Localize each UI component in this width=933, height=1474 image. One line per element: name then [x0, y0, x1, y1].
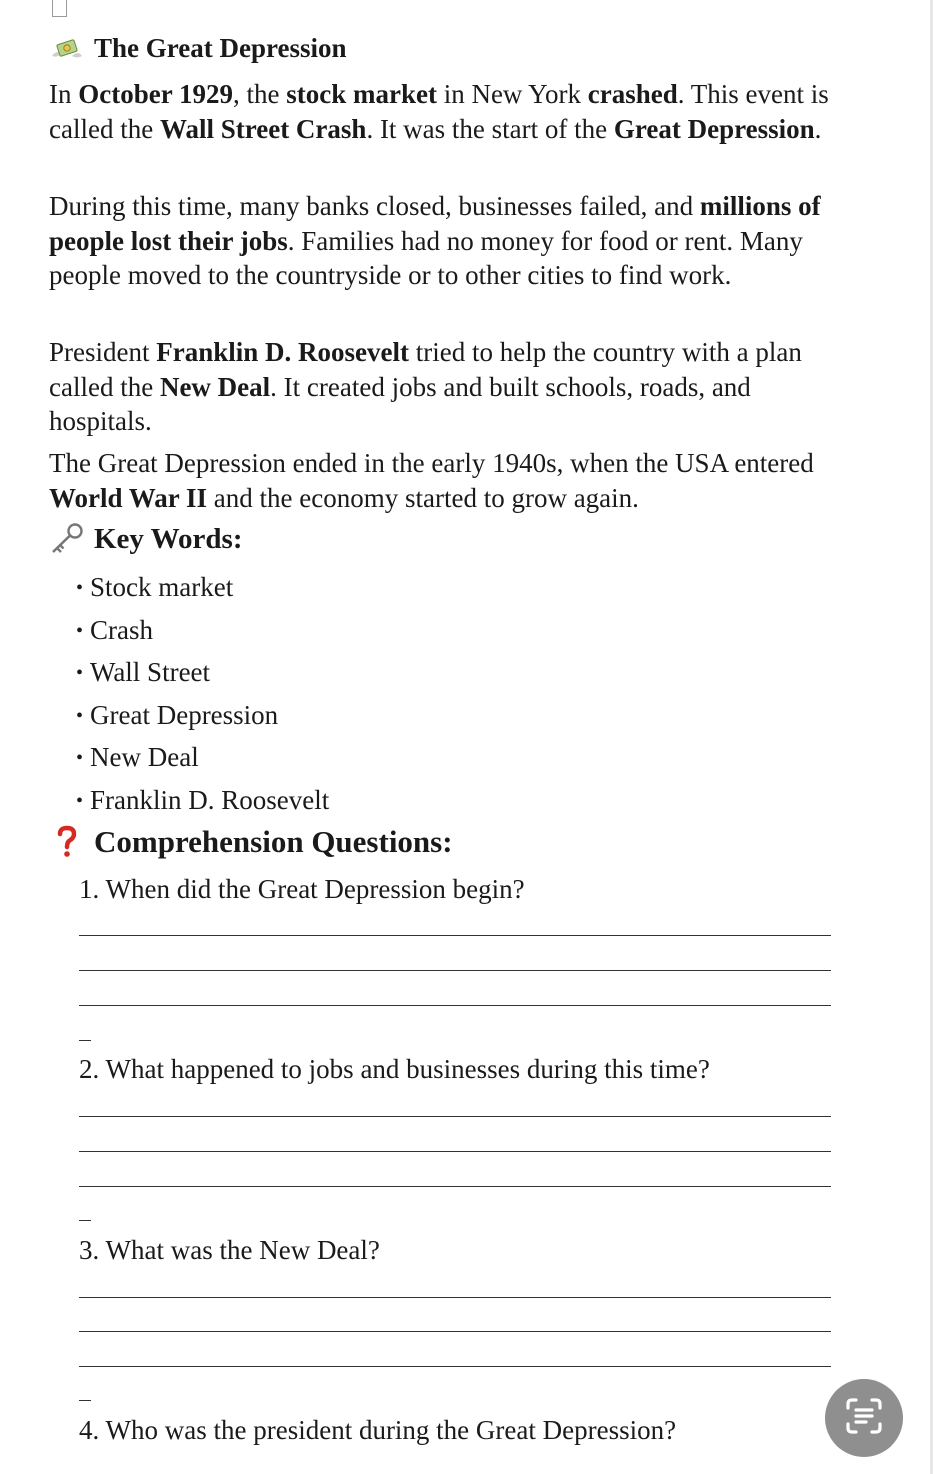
- answer-line[interactable]: [79, 1331, 831, 1332]
- paragraph-4: [49, 446, 849, 515]
- question-1: 1. When did the Great Depression begin?: [79, 874, 525, 904]
- text-run: During this time, many banks closed, businesses failed, and: [49, 191, 700, 221]
- paragraph-3: [49, 335, 849, 439]
- bold-text: crashed: [587, 79, 678, 109]
- answer-line[interactable]: [79, 1186, 831, 1187]
- text-run: . It was the start of the: [366, 113, 614, 144]
- key-word-text: New Deal: [90, 742, 199, 773]
- bold-text: Wall Street Crash: [159, 113, 367, 144]
- key-icon: [48, 522, 86, 556]
- question-2: 2. What happened to jobs and businesses during this time?: [79, 1054, 710, 1084]
- question-3: 3. What was the New Deal?: [79, 1235, 380, 1265]
- answer-line[interactable]: [79, 970, 831, 971]
- key-word-item: [76, 651, 329, 694]
- question-4: 4. Who was the president during the Great Depression?: [79, 1415, 677, 1445]
- paragraph-2: [49, 189, 849, 293]
- answer-line[interactable]: [79, 935, 831, 936]
- key-word-text: Wall Street: [90, 657, 211, 688]
- text-run: . It created jobs and built schools, roads, and hospitals.: [49, 371, 751, 436]
- page-title: The Great Depression: [94, 33, 347, 63]
- key-words-title: Key Words:: [94, 522, 243, 555]
- text-run: . This event is called the: [49, 79, 829, 144]
- text-run: in New York: [436, 79, 588, 109]
- text-run: President: [49, 337, 157, 367]
- text-run: and the economy started to grow again.: [207, 482, 639, 513]
- key-word-item: [76, 779, 329, 822]
- text-run: . Families had no money for food or rent. Many people moved to the countryside or to other cities to find work.: [49, 225, 803, 290]
- bullet: •: [76, 662, 84, 685]
- title-heading: [48, 33, 347, 64]
- bold-text: Great Depression: [613, 113, 815, 144]
- checkbox[interactable]: [52, 0, 67, 17]
- money-with-wings-icon: [48, 36, 86, 62]
- text-run: In: [49, 79, 79, 109]
- answer-dash: [79, 1220, 91, 1221]
- answer-dash: [79, 1040, 91, 1041]
- answer-line[interactable]: [79, 1116, 831, 1117]
- question-mark-icon: [48, 825, 86, 859]
- text-run: The Great Depression ended in the early 1940s, when the USA entered: [49, 448, 814, 478]
- paragraph-1: [49, 77, 849, 146]
- answer-line[interactable]: [79, 1005, 831, 1006]
- bold-text: Franklin D. Roosevelt: [156, 337, 409, 367]
- bullet: •: [76, 704, 84, 727]
- key-words-heading: [48, 522, 243, 556]
- bold-text: stock market: [286, 79, 437, 109]
- bold-text: millions of people lost their jobs: [49, 191, 821, 256]
- key-word-text: Crash: [90, 614, 153, 645]
- comprehension-heading: [48, 824, 453, 860]
- key-word-text: Stock market: [90, 572, 234, 602]
- answer-line[interactable]: [79, 1151, 831, 1152]
- answer-line[interactable]: [79, 1297, 831, 1298]
- key-word-item: [76, 694, 329, 737]
- comprehension-title: Comprehension Questions:: [94, 824, 453, 859]
- key-word-item: [76, 736, 329, 779]
- text-run: .: [814, 113, 822, 144]
- scan-text-button[interactable]: [825, 1379, 903, 1457]
- bullet: •: [76, 747, 84, 770]
- key-word-text: Great Depression: [90, 699, 279, 730]
- text-run: , the: [232, 79, 287, 109]
- answer-line[interactable]: [79, 1366, 831, 1367]
- bold-text: World War II: [49, 482, 208, 513]
- bold-text: October 1929: [78, 79, 233, 109]
- key-word-text: Franklin D. Roosevelt: [90, 784, 330, 815]
- answer-dash: [79, 1400, 91, 1401]
- key-word-item: [76, 609, 329, 652]
- scan-text-icon: [844, 1396, 884, 1441]
- bullet: •: [76, 789, 84, 812]
- bold-text: New Deal: [159, 371, 271, 402]
- bullet: •: [76, 577, 84, 599]
- bullet: •: [76, 619, 84, 642]
- text-run: tried to help the country with a plan called the: [49, 337, 802, 402]
- key-words-list: [76, 566, 329, 822]
- key-word-item: [76, 566, 329, 609]
